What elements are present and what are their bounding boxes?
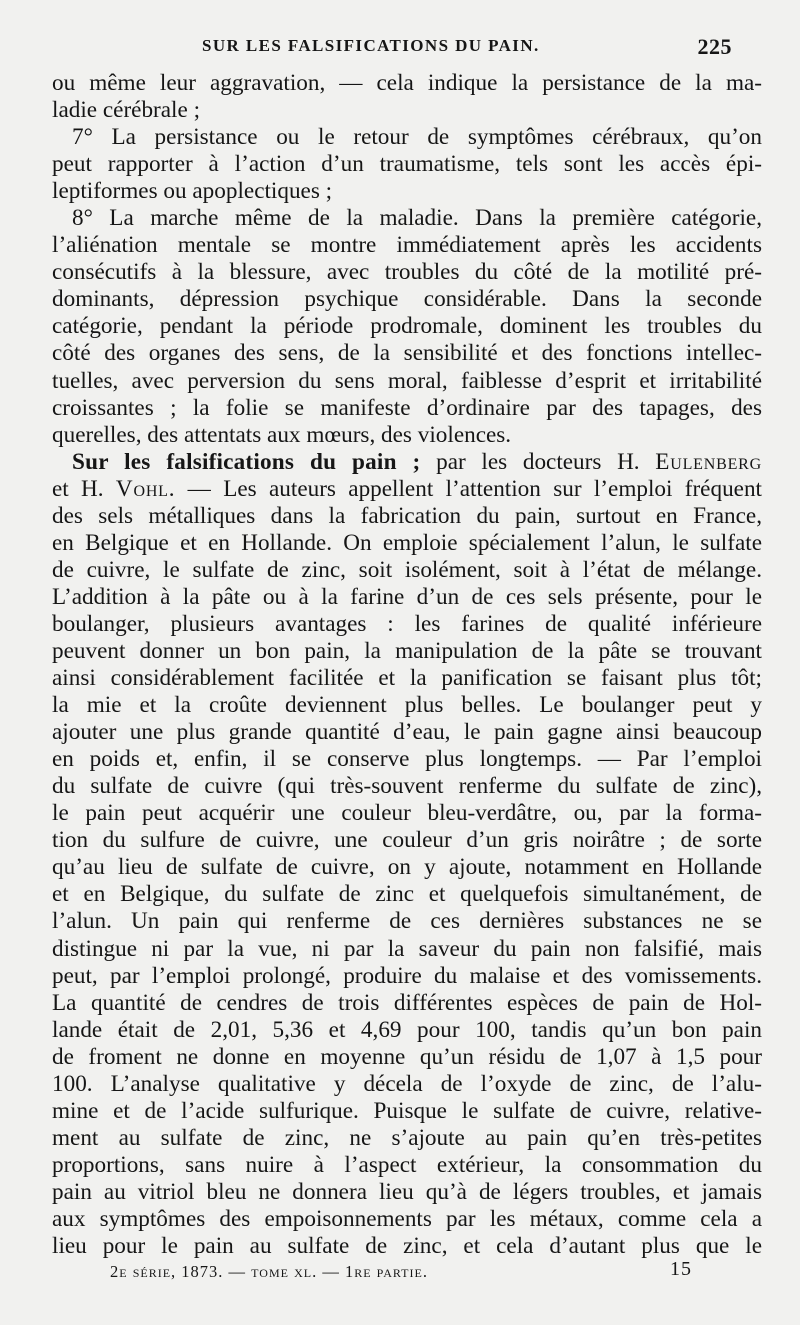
text-line: peuvent donner un bon pain, la manipulation de la pâte se trouvant — [52, 637, 762, 664]
text-line: tuelles, avec perversion du sens moral, faiblesse d’esprit et irritabilité — [52, 367, 762, 394]
signature-mark: 15 — [670, 1258, 692, 1280]
text-line: boulanger, plusieurs avantages : les farines de qualité inférieure — [52, 610, 762, 637]
section-line2-text: — Les auteurs appellent l’attention sur l’emploi fréquent — [175, 475, 762, 502]
text-line: de cuivre, le sulfate de zinc, soit isolément, soit à l’état de mélange. — [52, 556, 762, 583]
text-line: l’alun. Un pain qui renferme de ces dernières substances ne se — [52, 908, 762, 935]
text-line: qu’au lieu de sulfate de cuivre, on y ajoute, notamment en Hollande — [52, 854, 762, 881]
text-line: le pain peut acquérir une couleur bleu-verdâtre, ou, par la forma- — [52, 800, 762, 827]
paragraphs-enumeration — [52, 70, 762, 449]
text-line: 8° La marche même de la maladie. Dans la première catégorie, — [72, 205, 762, 232]
section-intro: par les docteurs H. — [420, 448, 656, 475]
text-line: 7° La persistance ou le retour de symptômes cérébraux, qu’on — [72, 124, 762, 151]
text-line: du sulfate de cuivre (qui très-souvent renferme du sulfate de zinc), — [52, 773, 762, 800]
running-head — [52, 30, 762, 70]
section-title: Sur les falsifications du pain ; — [72, 448, 421, 475]
text-line: ainsi considérablement facilitée et la panification se faisant plus tôt; — [52, 665, 762, 692]
paragraph-falsifications — [52, 503, 762, 1260]
text-line: querelles, des attentats aux mœurs, des violences. — [52, 421, 512, 448]
text-line: la mie et la croûte deviennent plus belles. Le boulanger peut y — [52, 692, 762, 719]
text-line: 100. L’analyse qualitative y décela de l’oxyde de zinc, de l’alu- — [52, 1070, 762, 1097]
text-line: peut rapporter à l’action d’un traumatisme, tels sont les accès épi- — [52, 151, 762, 178]
page-number: 225 — [697, 34, 732, 59]
text-line: aux symptômes des empoisonnements par les métaux, comme cela a — [52, 1205, 762, 1232]
text-line: en Belgique et en Hollande. On emploie spécialement l’alun, le sulfate — [52, 529, 762, 556]
text-line: ment au sulfate de zinc, ne s’ajoute au pain qu’en très-petites — [52, 1124, 762, 1151]
text-line: pain au vitriol bleu ne donnera lieu qu’à de légers troubles, et jamais — [52, 1178, 762, 1205]
text-line: lande était de 2,01, 5,36 et 4,69 pour 100, tandis qu’un bon pain — [52, 1016, 762, 1043]
text-line: leptiformes ou apoplectiques ; — [52, 178, 333, 205]
section-authors-line — [52, 476, 762, 503]
text-line: peut, par l’emploi prolongé, produire du malaise et des vomissements. — [52, 962, 762, 989]
text-line: distingue ni par la vue, ni par la saveur du pain non falsifié, mais — [52, 935, 762, 962]
text-line: lieu pour le pain au sulfate de zinc, et cela d’autant plus que le — [52, 1233, 762, 1260]
text-line: de froment ne donne en moyenne qu’un résidu de 1,07 à 1,5 pour — [52, 1043, 762, 1070]
section-heading-line — [52, 449, 762, 476]
text-line: l’aliénation mentale se montre immédiatement après les accidents — [52, 232, 762, 259]
text-line: ajouter une plus grande quantité d’eau, le pain gagne ainsi beaucoup — [52, 719, 762, 746]
text-line: tion du sulfure de cuivre, une couleur d’un gris noirâtre ; de sorte — [52, 827, 762, 854]
page-footer — [110, 1258, 710, 1282]
body-text — [52, 70, 762, 1260]
text-line: dominants, dépression psychique considérable. Dans la seconde — [52, 286, 762, 313]
text-line: L’addition à la pâte ou à la farine d’un de ces sels présente, pour le — [52, 583, 762, 610]
section-line2-prefix: et H. — [52, 475, 116, 502]
text-line: consécutifs à la blessure, avec troubles du côté de la motilité pré- — [52, 259, 762, 286]
text-line: côté des organes des sens, de la sensibilité et des fonctions intellec- — [52, 340, 762, 367]
text-line: proportions, sans nuire à l’aspect extérieur, la consommation du — [52, 1151, 762, 1178]
text-line: croissantes ; la folie se manifeste d’ordinaire par des tapages, des — [52, 394, 762, 421]
author-vohl: Vohl. — [115, 475, 176, 502]
author-eulenberg: Eulenberg — [655, 448, 762, 475]
text-line: ladie cérébrale ; — [52, 97, 201, 124]
text-line: mine et de l’acide sulfurique. Puisque le sulfate de cuivre, relative- — [52, 1097, 762, 1124]
text-line: en poids et, enfin, il se conserve plus longtemps. — Par l’emploi — [52, 746, 762, 773]
footer-series-info: 2e série, 1873. — tome xl. — 1re partie. — [110, 1262, 428, 1281]
text-line: des sels métalliques dans la fabrication du pain, surtout en France, — [52, 502, 762, 529]
running-head-title: SUR LES FALSIFICATIONS DU PAIN. — [202, 36, 540, 55]
text-line: catégorie, pendant la période prodromale, dominent les troubles du — [52, 313, 762, 340]
text-line: et en Belgique, du sulfate de zinc et quelquefois simultanément, de — [52, 881, 762, 908]
text-line: La quantité de cendres de trois différentes espèces de pain de Hol- — [52, 989, 762, 1016]
text-line: ou même leur aggravation, — cela indique la persistance de la ma- — [52, 70, 762, 96]
